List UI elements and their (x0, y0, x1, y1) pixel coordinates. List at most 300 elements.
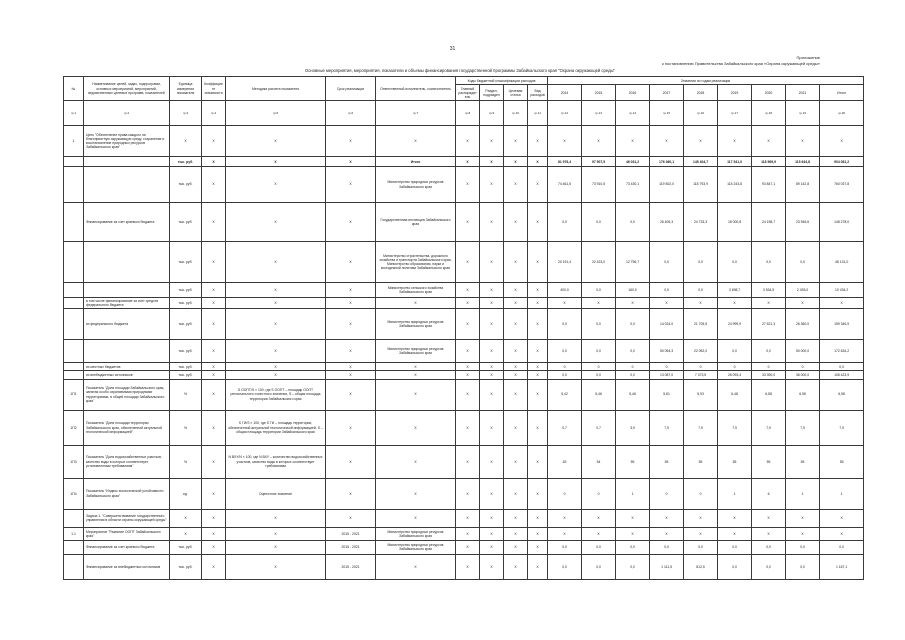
row-year-value: 6,48 (718, 379, 752, 410)
row-section: Х (480, 283, 504, 297)
row-year-value: 0,0 (548, 371, 582, 379)
row-method: Х (226, 555, 326, 580)
column-number-cell: гр.10 (504, 101, 528, 126)
row-grbs: Х (456, 241, 480, 282)
row-year-value: 5,46 (616, 379, 650, 410)
row-year-value: Х (752, 126, 786, 157)
row-section: Х (480, 167, 504, 202)
row-csr: Х (504, 297, 528, 309)
row-section: Х (480, 445, 504, 478)
row-name (84, 167, 170, 202)
row-total: 0,0 (820, 540, 864, 554)
row-year-value: Х (616, 126, 650, 157)
table-row (64, 540, 864, 554)
row-year-value: 0,0 (752, 555, 786, 580)
row-csr: Х (504, 478, 528, 509)
row-method: Х (226, 167, 326, 202)
row-grbs: Х (456, 555, 480, 580)
table-row (64, 371, 864, 379)
row-year-value: 22 423,0 (582, 241, 616, 282)
column-number-cell: гр.7 (376, 101, 456, 126)
row-year-value: 23 946,6 (786, 202, 820, 241)
row-year-value: 26 360,0 (786, 309, 820, 340)
row-year-value: Х (786, 297, 820, 309)
row-number (64, 371, 84, 379)
row-unit: тыс. руб. (170, 371, 202, 379)
row-year-value: 7,9 (650, 410, 684, 445)
row-year-value: 1 (786, 478, 820, 509)
row-year-value: 0 (582, 478, 616, 509)
column-number-cell: гр.13 (582, 101, 616, 126)
column-number-cell: гр.18 (752, 101, 786, 126)
table-row (64, 126, 864, 157)
row-year-value: 6,58 (752, 379, 786, 410)
column-number-cell: гр.14 (616, 101, 650, 126)
row-csr: Х (504, 540, 528, 554)
row-coef: Х (202, 555, 226, 580)
row-name: Финансирование за счет краевого бюджета (84, 540, 170, 554)
row-method: N ВХУ/N × 100, где N ВХУ – количество водохозяйственных участков, качество воды в которых соответствует требованиям (226, 445, 326, 478)
row-year-value: Х (548, 126, 582, 157)
row-year-value: 7,9 (684, 410, 718, 445)
row-number (64, 509, 84, 528)
row-unit: тыс. руб. (170, 283, 202, 297)
row-year-value: 115 243,8 (718, 167, 752, 202)
row-year-value: 0,0 (582, 309, 616, 340)
row-vr: Х (528, 241, 548, 282)
row-grbs: Х (456, 283, 480, 297)
table-row (64, 157, 864, 167)
header-year: 2021 (786, 85, 820, 101)
row-vr: Х (528, 371, 548, 379)
row-year-value: 55 (684, 445, 718, 478)
table-row (64, 555, 864, 580)
row-total: 10 434,2 (820, 283, 864, 297)
row-year-value: 0 (650, 478, 684, 509)
header-total: Итого (820, 85, 864, 101)
header-name: Наименование целей, задач, подпрограмм, основных мероприятий, мероприятий, ведомственных целевых программ, показателей (84, 77, 170, 101)
row-year-value: 73 430,1 (616, 167, 650, 202)
row-year-value: 55 (752, 445, 786, 478)
row-grbs: Х (456, 167, 480, 202)
page-number: 31 (449, 46, 456, 52)
row-period: Х (326, 157, 376, 167)
row-year-value: 1 (718, 478, 752, 509)
row-section: Х (480, 528, 504, 540)
row-period: Х (326, 283, 376, 297)
header-year: 2017 (650, 85, 684, 101)
row-year-value: Х (650, 297, 684, 309)
column-number-cell: гр.9 (480, 101, 504, 126)
row-csr: Х (504, 445, 528, 478)
column-number-cell: гр.19 (786, 101, 820, 126)
row-responsible: Х (376, 410, 456, 445)
header-csr: Целевая статья (504, 85, 528, 101)
row-number: 1П3 (64, 445, 84, 478)
row-year-value: Х (684, 126, 718, 157)
row-year-value: 27 621,3 (752, 309, 786, 340)
row-year-value: Х (752, 297, 786, 309)
header-method: Методика расчета показателя (226, 77, 326, 101)
row-method: S ГИ/S × 100, где S ГИ – площадь территории, обеспеченной актуальной геологической информацией, S – общая площадь территории Забайкальского края (226, 410, 326, 445)
header-budget-group: Коды бюджетной классификации расходов (456, 77, 548, 85)
row-year-value: 176 460,1 (650, 157, 684, 167)
row-year-value: Х (684, 509, 718, 528)
row-vr: Х (528, 540, 548, 554)
row-total: 48 131,0 (820, 241, 864, 282)
header-year: 2015 (582, 85, 616, 101)
row-total: 1 167,1 (820, 555, 864, 580)
row-responsible: Министерство природных ресурсов Забайкальского края (376, 167, 456, 202)
row-year-value: 0,0 (752, 540, 786, 554)
table-row (64, 509, 864, 528)
row-year-value: 0,0 (548, 309, 582, 340)
row-period: 2015 - 2021 (326, 540, 376, 554)
row-method: Х (226, 363, 326, 371)
row-responsible: Х (376, 478, 456, 509)
row-total: 159 346,9 (820, 309, 864, 340)
row-year-value: 55 (650, 445, 684, 478)
row-unit: Х (170, 528, 202, 540)
row-year-value: 0,0 (582, 340, 616, 363)
row-total: Х (820, 126, 864, 157)
row-vr: Х (528, 528, 548, 540)
row-method: S ООПТ/S × 100, где S ООПТ – площадь ООПТ регионального и местного значения, S – общая площадь территории Забайкальского края (226, 379, 326, 410)
row-year-value: 18 000,8 (718, 202, 752, 241)
row-section: Х (480, 126, 504, 157)
row-grbs: Х (456, 340, 480, 363)
row-coef: Х (202, 340, 226, 363)
row-method: Х (226, 509, 326, 528)
row-coef: Х (202, 509, 226, 528)
row-year-value: 119 502,0 (650, 167, 684, 202)
row-total: 172 634,2 (820, 340, 864, 363)
row-coef: Х (202, 379, 226, 410)
row-year-value: 0,0 (786, 555, 820, 580)
row-number: 1 (64, 126, 84, 157)
row-csr: Х (504, 555, 528, 580)
row-year-value: Х (718, 126, 752, 157)
row-coef: Х (202, 309, 226, 340)
header-section: Раздел, подраздел (480, 85, 504, 101)
row-period: Х (326, 297, 376, 309)
row-unit: % (170, 445, 202, 478)
row-number (64, 157, 84, 167)
row-method: Х (226, 126, 326, 157)
row-method: Х (226, 241, 326, 282)
row-vr: Х (528, 363, 548, 371)
row-period: 2015 - 2021 (326, 555, 376, 580)
row-section: Х (480, 540, 504, 554)
row-year-value: 24 999,9 (718, 309, 752, 340)
row-unit: Х (170, 509, 202, 528)
row-year-value: Х (616, 297, 650, 309)
row-period: Х (326, 167, 376, 202)
row-total: 106 423,9 (820, 371, 864, 379)
row-year-value: 26 093,4 (718, 371, 752, 379)
table-row (64, 410, 864, 445)
row-name (84, 157, 170, 167)
row-responsible: Х (376, 297, 456, 309)
row-csr: Х (504, 379, 528, 410)
table-row (64, 167, 864, 202)
row-vr: Х (528, 340, 548, 363)
row-coef: Х (202, 167, 226, 202)
row-year-value: 0,0 (718, 340, 752, 363)
row-year-value: 0,0 (684, 540, 718, 554)
row-year-value: 93 847,1 (752, 167, 786, 202)
row-year-value: 0 (718, 363, 752, 371)
row-csr: Х (504, 371, 528, 379)
row-name: в том числе финансирование за счет средств федерального бюджета (84, 297, 170, 309)
row-period: Х (326, 410, 376, 445)
row-section: Х (480, 410, 504, 445)
row-year-value: 0,0 (718, 540, 752, 554)
row-number: 1П2 (64, 410, 84, 445)
row-year-value: 46 031,2 (616, 157, 650, 167)
row-responsible: Государственная инспекция Забайкальского края (376, 202, 456, 241)
header-year: 2018 (684, 85, 718, 101)
row-year-value: 33 390,0 (752, 371, 786, 379)
row-year-value: 3,9 (616, 410, 650, 445)
row-grbs: Х (456, 509, 480, 528)
row-grbs: Х (456, 157, 480, 167)
row-vr: Х (528, 445, 548, 478)
row-period: Х (326, 363, 376, 371)
row-section: Х (480, 379, 504, 410)
row-total: Х (820, 297, 864, 309)
row-year-value: Х (786, 509, 820, 528)
row-unit: тыс. руб. (170, 202, 202, 241)
row-coef: Х (202, 363, 226, 371)
row-year-value: 0,0 (582, 555, 616, 580)
row-year-value: 117 541,0 (718, 157, 752, 167)
column-number-cell: гр.15 (650, 101, 684, 126)
column-number-cell: гр.11 (528, 101, 548, 126)
row-total: 6,58 (820, 379, 864, 410)
table-row (64, 379, 864, 410)
row-name (84, 340, 170, 363)
row-total: Х (820, 528, 864, 540)
row-year-value: 0,0 (548, 540, 582, 554)
row-responsible: Министерство природных ресурсов Забайкальского края (376, 528, 456, 540)
row-grbs: Х (456, 309, 480, 340)
row-method: Х (226, 297, 326, 309)
row-grbs: Х (456, 410, 480, 445)
row-coef: Х (202, 528, 226, 540)
row-name: из местных бюджетов (84, 363, 170, 371)
row-vr: Х (528, 509, 548, 528)
table-row (64, 297, 864, 309)
row-unit: тыс. руб. (170, 555, 202, 580)
row-name: Показатель "Индекс экологической устойчивости Забайкальского края" (84, 478, 170, 509)
row-year-value: 7,9 (718, 410, 752, 445)
row-year-value: 0,0 (616, 540, 650, 554)
row-csr: Х (504, 410, 528, 445)
row-year-value: 0,0 (752, 241, 786, 282)
row-name: Финансирование из внебюджетных источников (84, 555, 170, 580)
row-name: Цель "Обеспечение права каждого на благоприятную окружающую среду, сохранение и восстановление природных ресурсов Забайкальского края" (84, 126, 170, 157)
column-number-cell: гр.6 (326, 101, 376, 126)
row-year-value: 115 644,8 (786, 157, 820, 167)
header-unit: Единица измерения показателя (170, 77, 202, 101)
row-grbs: Х (456, 445, 480, 478)
row-year-value: 0,7 (548, 410, 582, 445)
row-year-value: 0,0 (548, 555, 582, 580)
row-year-value: 81 976,4 (548, 157, 582, 167)
row-unit: тыс. руб. (170, 241, 202, 282)
row-number (64, 540, 84, 554)
row-year-value: 5,93 (684, 379, 718, 410)
row-year-value: Х (786, 126, 820, 157)
row-year-value: 13 087,0 (650, 371, 684, 379)
row-name: Задача 1. "Совершенствование государственного управления в области охраны окружающей среды" (84, 509, 170, 528)
row-unit: Х (170, 126, 202, 157)
row-total: 148 278,0 (820, 202, 864, 241)
row-year-value: Х (548, 297, 582, 309)
row-vr: Х (528, 202, 548, 241)
row-period: Х (326, 309, 376, 340)
header-values-group: Значения по годам реализации (548, 77, 864, 85)
row-name: Показатель "Доля площади территории Забайкальского края, обеспеченной актуальной геологической информацией" (84, 410, 170, 445)
row-csr: Х (504, 309, 528, 340)
row-section: Х (480, 202, 504, 241)
row-section: Х (480, 340, 504, 363)
row-coef: Х (202, 126, 226, 157)
column-number-cell: гр.17 (718, 101, 752, 126)
row-year-value: 0,0 (650, 241, 684, 282)
row-unit: % (170, 379, 202, 410)
row-section: Х (480, 555, 504, 580)
row-responsible: Министерство строительства, дорожного хозяйства и транспорта Забайкальского края, Министерство образования, науки и молодежной политики Забайкальского края (376, 241, 456, 282)
row-year-value: 1 (616, 478, 650, 509)
row-year-value: 0,0 (582, 540, 616, 554)
row-period: Х (326, 202, 376, 241)
row-period: Х (326, 371, 376, 379)
row-method: Х (226, 540, 326, 554)
row-year-value: 0,0 (582, 371, 616, 379)
row-year-value: 97 507,5 (582, 157, 616, 167)
row-year-value: 63 (548, 445, 582, 478)
table-body (64, 126, 864, 580)
row-year-value: Х (548, 528, 582, 540)
row-method: Х (226, 283, 326, 297)
row-year-value: 145 404,7 (684, 157, 718, 167)
row-name: из внебюджетных источников (84, 371, 170, 379)
row-period: 2015 - 2021 (326, 528, 376, 540)
row-responsible: Министерство природных ресурсов Забайкальского края (376, 540, 456, 554)
row-total: 7,9 (820, 410, 864, 445)
row-unit: тыс. руб. (170, 309, 202, 340)
row-coef: Х (202, 478, 226, 509)
row-year-value: 118 569,9 (752, 157, 786, 167)
row-responsible: Министерство природных ресурсов Забайкальского края (376, 309, 456, 340)
row-number (64, 202, 84, 241)
row-year-value: 0,0 (616, 555, 650, 580)
row-coef: Х (202, 297, 226, 309)
row-year-value: 118 793,9 (684, 167, 718, 202)
row-year-value: 0,0 (582, 283, 616, 297)
row-vr: Х (528, 297, 548, 309)
row-vr: Х (528, 379, 548, 410)
row-method: Х (226, 157, 326, 167)
row-year-value: 0 (786, 363, 820, 371)
row-unit: тыс. руб. (170, 157, 202, 167)
row-year-value: 0,0 (616, 202, 650, 241)
row-name: Финансирование за счет краевого бюджета (84, 202, 170, 241)
row-year-value: 26 405,3 (650, 202, 684, 241)
row-name: Показатель "Доля площади Забайкальского края, занятая особо охраняемыми природными территориями, в общей площади Забайкальского края" (84, 379, 170, 410)
row-period: Х (326, 241, 376, 282)
row-year-value: 812,5 (684, 555, 718, 580)
row-number: 1П4 (64, 478, 84, 509)
column-number-cell: гр.8 (456, 101, 480, 126)
row-total: 0,0 (820, 363, 864, 371)
row-year-value: 0,0 (786, 540, 820, 554)
row-responsible: Х (376, 126, 456, 157)
annex-line-1: Приложение (796, 55, 820, 60)
row-unit: тыс. руб. (170, 297, 202, 309)
row-year-value: 0,0 (650, 540, 684, 554)
row-csr: Х (504, 363, 528, 371)
column-number-cell: гр.5 (226, 101, 326, 126)
row-method: Х (226, 202, 326, 241)
row-section: Х (480, 371, 504, 379)
row-year-value: Х (616, 528, 650, 540)
row-year-value: 1 111,5 (650, 555, 684, 580)
row-number (64, 283, 84, 297)
row-year-value: 7,9 (752, 410, 786, 445)
row-unit: тыс. руб. (170, 540, 202, 554)
row-period: Х (326, 126, 376, 157)
row-csr: Х (504, 202, 528, 241)
table-row (64, 241, 864, 282)
row-number (64, 555, 84, 580)
row-period: Х (326, 445, 376, 478)
row-number (64, 241, 84, 282)
annex-line-2: к постановлению Правительства Забайкальского края «Охрана окружающей среды» (661, 61, 820, 66)
row-year-value: 0,0 (616, 340, 650, 363)
row-vr: Х (528, 167, 548, 202)
row-year-value: 22 052,0 (684, 340, 718, 363)
row-year-value: Х (582, 126, 616, 157)
row-total: 760 037,8 (820, 167, 864, 202)
row-section: Х (480, 478, 504, 509)
row-section: Х (480, 157, 504, 167)
row-method: Х (226, 371, 326, 379)
row-vr: Х (528, 410, 548, 445)
row-unit: % (170, 410, 202, 445)
row-year-value: 400,0 (548, 283, 582, 297)
column-number-cell: гр.3 (170, 101, 202, 126)
row-year-value: Х (616, 509, 650, 528)
table-row (64, 363, 864, 371)
row-year-value: 0 (548, 478, 582, 509)
row-year-value: 21 705,5 (684, 309, 718, 340)
row-year-value: 55 (718, 445, 752, 478)
table-row (64, 283, 864, 297)
row-year-value: 0,0 (650, 283, 684, 297)
row-year-value: 6 (752, 478, 786, 509)
row-vr: Х (528, 309, 548, 340)
row-year-value: 0,0 (616, 309, 650, 340)
column-number-cell: гр.4 (202, 101, 226, 126)
row-year-value: 12 796,7 (616, 241, 650, 282)
row-section: Х (480, 509, 504, 528)
row-vr: Х (528, 283, 548, 297)
row-number (64, 297, 84, 309)
column-number-cell: гр.16 (684, 101, 718, 126)
